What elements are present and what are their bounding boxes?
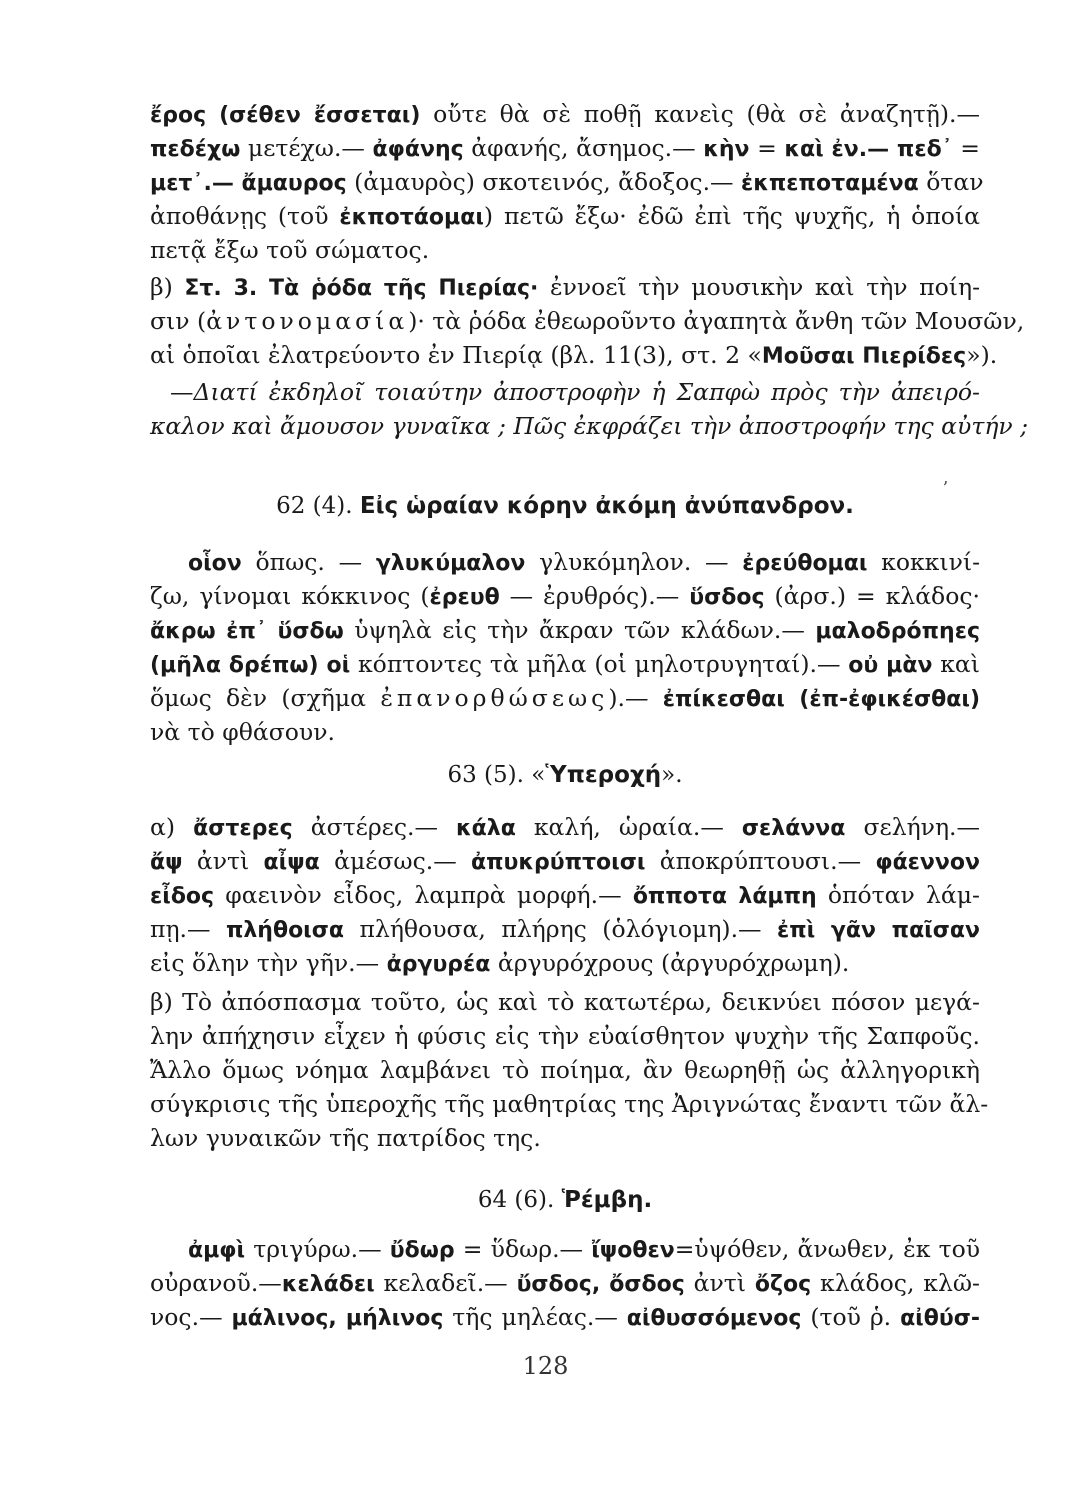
text-line: εἰς ὅλην τὴν γῆν.— ἀργυρέα ἀργυρόχρους (ἀργυρόχρωμη).: [150, 949, 850, 977]
text-line: β) Στ. 3. Τὰ ῥόδα τῆς Πιερίας· ἐννοεῖ τὴν μουσικὴν καὶ τὴν ποίη-: [150, 273, 981, 301]
text-line: νος.— μάλινος, μήλινος τῆς μηλέας.— αἰθυσσόμενος (τοῦ ῥ. αἰθύσ-: [150, 1303, 980, 1331]
text-line: ἄκρω ἐπ᾽ ὕσδω ὑψηλὰ εἰς τὴν ἄκραν τῶν κλάδων.— μαλοδρόπηες: [150, 616, 981, 644]
section-heading: 63 (5). «Ὑπεροχή».: [447, 762, 683, 788]
text-line: πῃ.— πλήθοισα πλήθουσα, πλήρης (ὁλόγιομη).— ἐπὶ γᾶν παῖσαν: [150, 915, 980, 943]
text-line: ζω, γίνομαι κόκκινος (ἐρευθ — ἐρυθρός).— ὕσδος (ἀρσ.) = κλάδος·: [150, 582, 980, 610]
text-line: α) ἄστερες ἀστέρες.— κάλα καλή, ὡραία.— σελάννα σελήνη.—: [150, 813, 981, 841]
section-heading: 62 (4). Εἰς ὡραίαν κόρην ἀκόμη ἀνύπανδρον.: [276, 493, 854, 519]
text-line: ἀμφὶ τριγύρω.— ὔδωρ = ὕδωρ.— ἴψοθεν=ὑψόθεν, ἄνωθεν, ἐκ τοῦ: [188, 1235, 981, 1263]
text-line: σύγκρισις τῆς ὑπεροχῆς τῆς μαθητρίας της Ἀριγνώτας ἔναντι τῶν ἄλ-: [150, 1090, 989, 1118]
text-line: αἱ ὁποῖαι ἐλατρεύοντο ἐν Πιερίᾳ (βλ. 11(3), στ. 2 «Μοῦσαι Πιερίδες»).: [150, 341, 998, 369]
text-line: σιν (ἀντονομασία)· τὰ ῥόδα ἐθεωροῦντο ἀγαπητὰ ἄνθη τῶν Μουσῶν,: [150, 307, 1025, 335]
text-line: λην ἀπήχησιν εἶχεν ἡ φύσις εἰς τὴν εὐαίσθητον ψυχὴν τῆς Σαπφοῦς.: [150, 1022, 980, 1050]
text-line: οἷον ὅπως. — γλυκύμαλον γλυκόμηλον. — ἐρεύθομαι κοκκινί-: [188, 548, 981, 576]
text-line: καλον καὶ ἄμουσον γυναῖκα ; Πῶς ἐκφράζει τὴν ἀποστροφήν της αὐτήν ;: [150, 412, 1029, 440]
text-line: —Διατί ἐκδηλοῖ τοιαύτην ἀποστροφὴν ἡ Σαπφὼ πρὸς τὴν ἀπειρό-: [170, 378, 980, 406]
text-line: ἀποθάνῃς (τοῦ ἐκποτάομαι) πετῶ ἔξω· ἐδῶ ἐπὶ τῆς ψυχῆς, ἡ ὁποία: [150, 202, 980, 230]
text-line: πεδέχω μετέχω.— ἀφάνης ἀφανής, ἄσημος.— κὴν = καὶ ἐν.— πεδ᾽ =: [150, 134, 980, 162]
text-line: ἔρος (σέθεν ἔσσεται) οὔτε θὰ σὲ ποθῇ κανεὶς (θὰ σὲ ἀναζητῇ).—: [150, 100, 980, 128]
margin-mark: ʼ: [942, 478, 948, 499]
text-line: ἄψ ἀντὶ αἶψα ἀμέσως.— ἀπυκρύπτοισι ἀποκρύπτουσι.— φάεννον: [150, 847, 980, 875]
text-line: β) Τὸ ἀπόσπασμα τοῦτο, ὡς καὶ τὸ κατωτέρω, δεικνύει πόσον μεγά-: [150, 988, 980, 1016]
text-line: λων γυναικῶν τῆς πατρίδος της.: [150, 1124, 541, 1152]
text-line: (μῆλα δρέπω) οἱ κόπτοντες τὰ μῆλα (οἱ μηλοτρυγηταί).— οὐ μὰν καὶ: [150, 650, 981, 678]
text-line: οὐρανοῦ.—κελάδει κελαδεῖ.— ὔσδος, ὄσδος ἀντὶ ὄζος κλάδος, κλῶ-: [150, 1269, 980, 1297]
page-number: 128: [522, 1352, 569, 1380]
section-heading: 64 (6). Ῥέμβη.: [477, 1187, 653, 1213]
text-line: Ἄλλο ὅμως νόημα λαμβάνει τὸ ποίημα, ἂν θεωρηθῇ ὡς ἀλληγορικὴ: [150, 1056, 980, 1084]
text-line: ὅμως δὲν (σχῆμα ἐπανορθώσεως).— ἐπίκεσθαι (ἐπ-ἐφικέσθαι): [150, 684, 980, 712]
text-line: πετᾷ ἔξω τοῦ σώματος.: [150, 236, 430, 264]
text-line: νὰ τὸ φθάσουν.: [150, 718, 335, 746]
text-line: εἶδος φαεινὸν εἶδος, λαμπρὰ μορφή.— ὄπποτα λάμπη ὁπόταν λάμ-: [150, 881, 980, 909]
text-line: μετ᾽.— ἄμαυρος (ἀμαυρὸς) σκοτεινός, ἄδοξος.— ἐκπεποταμένα ὅταν: [150, 168, 984, 196]
